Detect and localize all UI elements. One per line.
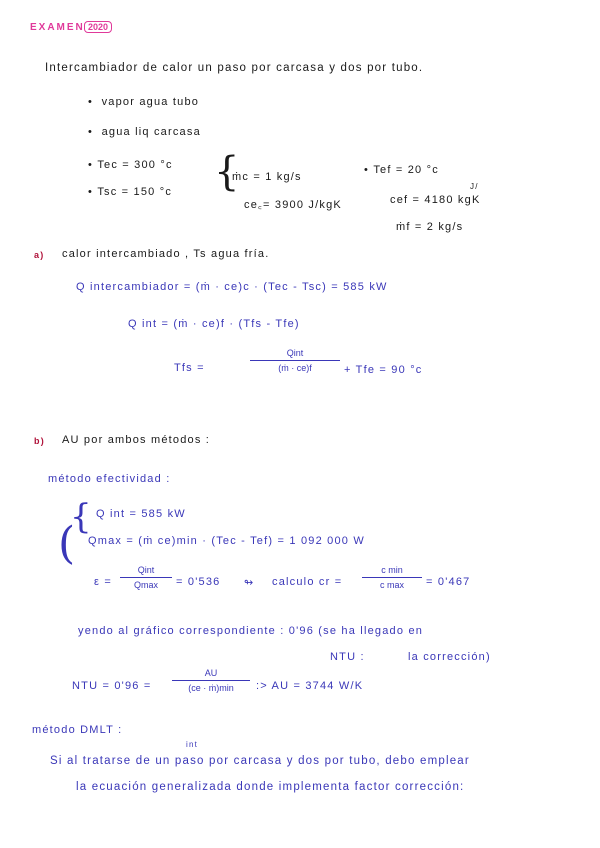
ntu-lhs: NTU = 0'96 =: [72, 680, 152, 692]
int-annotation: int: [186, 740, 199, 749]
eps-lhs: ε =: [94, 576, 112, 588]
outer-paren: (: [58, 518, 76, 569]
tfs-result: + Tfe = 90 °c: [344, 364, 423, 376]
eps-denominator: Qmax: [133, 580, 158, 590]
mc-value: ṁc = 1 kg/s: [232, 171, 302, 183]
curly-brace: {: [214, 149, 240, 195]
q-exchanger-equation: Q intercambiador = (ṁ · ce)c · (Tec - Tsc) = 585 kW: [76, 281, 388, 293]
graph-line-1: yendo al gráfico correspondiente : 0'96 (se ha llegado en: [78, 625, 424, 637]
tfs-lhs: Tfs =: [174, 362, 205, 374]
ntu-numerator: AU: [172, 668, 250, 681]
bullet-vapor: • vapor agua tubo: [88, 96, 200, 108]
cr-label: calculo cr =: [272, 576, 343, 588]
q-int-equation: Q int = (ṁ · ce)f · (Tfs - Tfe): [128, 318, 300, 330]
system-brace: {: [70, 497, 92, 537]
cr-numerator: c min: [362, 565, 422, 578]
qint-value: Q int = 585 kW: [96, 508, 186, 520]
cef-unit-superscript: J/: [470, 182, 479, 191]
bullet-agua: • agua liq carcasa: [88, 126, 201, 138]
eps-numerator: Qint: [120, 565, 172, 578]
cr-fraction: [362, 565, 422, 590]
tfs-denominator: (ṁ · ce)f: [278, 363, 312, 373]
part-a-heading: calor intercambiado , Ts agua fría.: [62, 248, 270, 260]
graph-line-2-correction: la corrección): [408, 651, 491, 663]
cr-denominator: c max: [379, 580, 404, 590]
problem-title: Intercambiador de calor un paso por carcasa y dos por tubo.: [45, 62, 424, 74]
tsc-value: • Tsc = 150 °c: [88, 186, 173, 198]
graph-line-2-ntu: NTU :: [330, 651, 365, 663]
mf-value: ṁf = 2 kg/s: [396, 221, 464, 233]
au-result: :> AU = 3744 W/K: [256, 680, 364, 692]
dmlt-paragraph-line-2: la ecuación generalizada donde implementa factor corrección:: [76, 781, 465, 793]
part-b-heading: AU por ambos métodos :: [62, 434, 211, 446]
tfs-numerator: Qint: [250, 348, 340, 361]
tec-value: • Tec = 300 °c: [88, 159, 173, 171]
part-b-label: b): [34, 436, 45, 446]
qmax-equation: Qmax = (ṁ ce)min · (Tec - Tef) = 1 092 000 W: [88, 535, 365, 547]
method-dmlt-heading: método DMLT :: [32, 724, 123, 736]
ntu-fraction: [172, 668, 250, 693]
tef-value: • Tef = 20 °c: [364, 164, 439, 176]
cef-value: cef = 4180 kgK: [390, 194, 481, 206]
exam-tag: EXAMEN: [30, 22, 85, 33]
cec-value: ce꜀= 3900 J/kgK: [244, 199, 342, 211]
exam-year-badge: 2020: [84, 21, 112, 33]
method-effectiveness-heading: método efectividad :: [48, 473, 171, 485]
arrow-mark: ↬: [244, 577, 255, 589]
part-a-label: a): [34, 250, 45, 260]
dmlt-paragraph-line-1: Si al tratarse de un paso por carcasa y dos por tubo, debo emplear: [50, 755, 470, 767]
eps-value: = 0'536: [176, 576, 221, 588]
cr-value: = 0'467: [426, 576, 471, 588]
tfs-fraction: [250, 348, 340, 373]
eps-fraction: [120, 565, 172, 590]
ntu-denominator: (ce · ṁ)min: [188, 683, 234, 693]
